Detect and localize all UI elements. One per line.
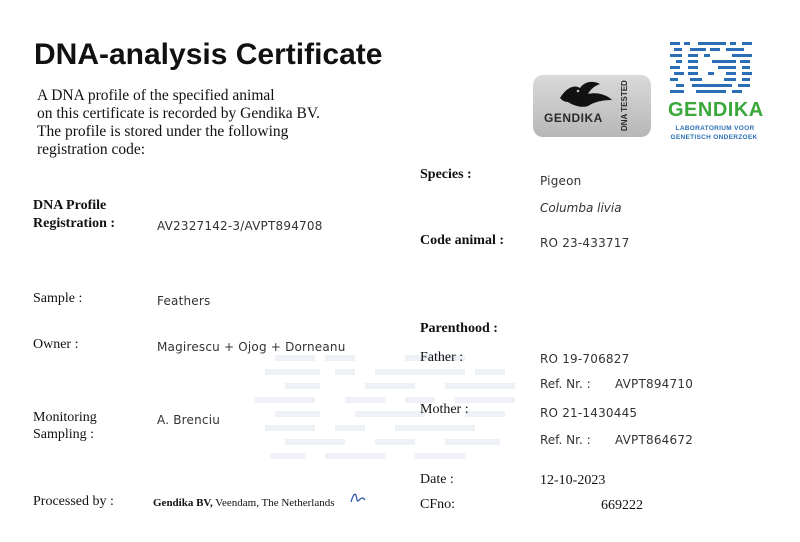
father-ref-label: Ref. Nr. :	[540, 377, 591, 391]
processed-company: Gendika BV,	[153, 497, 213, 509]
processed-label: Processed by :	[33, 494, 114, 509]
gendika-logo-text: GENDIKA	[668, 99, 764, 121]
code-animal-value: RO 23-433717	[540, 236, 630, 250]
intro-line: A DNA profile of the specified animal	[37, 87, 275, 104]
code-animal-label: Code animal :	[420, 233, 504, 248]
registration-label: Registration :	[33, 216, 116, 231]
processed-location: Veendam, The Netherlands	[212, 497, 335, 509]
mother-ref-label: Ref. Nr. :	[540, 433, 591, 447]
certificate-title: DNA-analysis Certificate	[34, 38, 383, 71]
sampling-label: Sampling :	[33, 427, 95, 442]
mother-label: Mother :	[420, 402, 469, 417]
parenthood-label: Parenthood :	[420, 321, 498, 336]
cfno-value: 669222	[601, 498, 643, 513]
father-label: Father :	[420, 350, 464, 365]
mother-value: RO 21-1430445	[540, 406, 638, 420]
sample-value: Feathers	[157, 294, 211, 308]
owner-label: Owner :	[33, 337, 79, 352]
processed-value	[153, 497, 335, 509]
intro-line: registration code:	[37, 141, 146, 158]
intro-line: on this certificate is recorded by Gendika BV.	[37, 105, 320, 122]
logo-subtitle: GENETISCH ONDERZOEK	[670, 134, 758, 141]
owner-value: Magirescu + Ojog + Dorneanu	[157, 340, 346, 354]
signature-mark	[349, 488, 367, 506]
intro-line: The profile is stored under the following	[37, 123, 289, 140]
date-label: Date :	[420, 472, 454, 487]
father-ref-value: AVPT894710	[615, 377, 694, 391]
species-label: Species :	[420, 167, 472, 182]
mother-ref-value: AVPT864672	[615, 433, 694, 447]
dna-profile-label: DNA Profile	[33, 198, 107, 213]
pigeon-icon	[556, 78, 616, 112]
gendika-logo-icon	[668, 40, 756, 96]
monitoring-value: A. Brenciu	[157, 413, 221, 427]
registration-value: AV2327142-3/AVPT894708	[157, 219, 323, 233]
sample-label: Sample :	[33, 291, 83, 306]
date-value: 12-10-2023	[540, 473, 606, 488]
monitoring-label: Monitoring	[33, 410, 97, 425]
father-value: RO 19-706827	[540, 352, 630, 366]
logo-subtitle: LABORATORIUM VOOR	[675, 125, 755, 132]
gendika-watermark	[255, 335, 555, 485]
cfno-label: CFno:	[420, 497, 456, 512]
intro-text	[37, 87, 367, 159]
badge-tag: DNA TESTED	[620, 80, 629, 132]
species-latin-value: Columba livia	[540, 201, 622, 215]
badge-brand: GENDIKA	[544, 111, 603, 125]
species-common-value: Pigeon	[540, 174, 582, 188]
